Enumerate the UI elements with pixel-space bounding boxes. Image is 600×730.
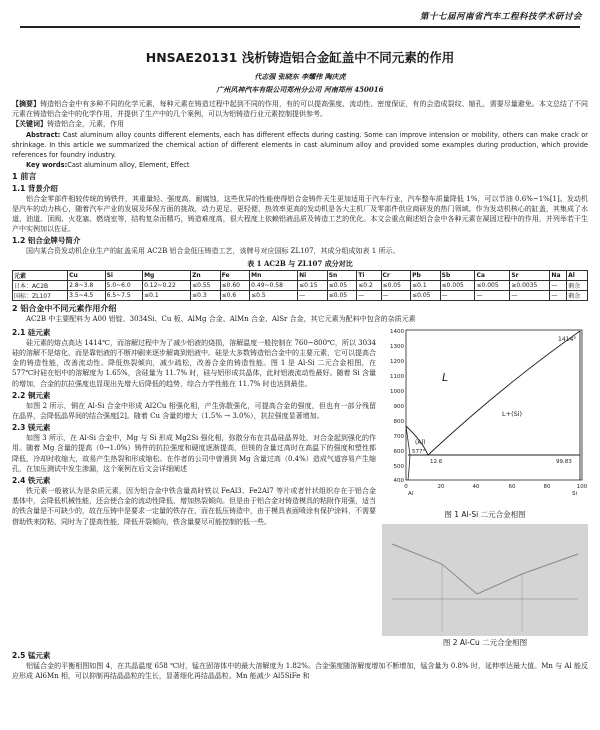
section-2-heading: 2 铝合金中不同元素作用介绍	[12, 303, 117, 313]
table-cell: Si	[105, 270, 142, 280]
fig1-ytick: 1000	[390, 388, 404, 395]
keywords-en	[12, 160, 588, 170]
fig1-si-end-label: Si	[572, 490, 578, 497]
table-cell: —	[550, 280, 567, 290]
table-cell: 剩余	[567, 290, 588, 300]
fig1-ytick: 1200	[390, 358, 404, 365]
fig1-ytick: 1300	[390, 343, 404, 350]
table-cell: —	[381, 290, 411, 300]
table-cell: 0.49~0.58	[250, 280, 298, 290]
abstract-en-text: Cast aluminum alloy counts different elements, each has different effects during casting. Some can improve intension or mobility, others can make crack or shrinkage. In this article we summarized the chemical action of different elements in cast aluminum alloy and provided some examples during production, which provide references for foundry industry.	[12, 130, 588, 159]
table-cell: —	[440, 290, 475, 300]
paper-title: HNSAE20131 浅析铸造铝合金缸盖中不同元素的作用	[145, 50, 455, 65]
fig1-two-phase-label: L+(Si)	[502, 409, 523, 418]
fig1-ytick: 700	[393, 433, 404, 440]
section-1-2-text: 国内某合资发动机企业生产的缸盖采用 AC2B 铝合金低压铸造工艺，该牌号对应国标 ZL107，其成分组成如表 1 所示。	[26, 247, 400, 256]
table-cell: 国标：ZL107	[13, 290, 68, 300]
two-column-area	[12, 326, 588, 648]
keywords-en-label: Key words:	[26, 160, 68, 169]
table-cell: ≤0.3	[191, 290, 221, 300]
table-cell: Mn	[250, 270, 298, 280]
table-cell: ≤0.05	[327, 280, 357, 290]
table-cell: Sb	[440, 270, 475, 280]
table-cell: ≤0.05	[411, 290, 441, 300]
table-cell: —	[475, 290, 510, 300]
section-2-5-text: 铝锰合金的平衡相图如图 4，在共晶温度 658 ℃时，锰在固溶体中的最大溶解度为 1.82%。合金强度随溶解度增加不断增加，锰含量为 0.8% 时，延伸率达最大值。Mn 与 Al 能反应形成 Al6Mn 相，可以抑制再结晶晶粒的生长，显著细化再结晶晶粒。Mn 能减少 Al5SiFe 和	[12, 661, 588, 681]
table-cell: ≤0.6	[220, 290, 250, 300]
table-cell: ≤0.2	[357, 280, 381, 290]
fig1-al-phase-label: (Al)	[415, 438, 426, 446]
section-2-3-text: 如图 3 所示，在 Al-Si 合金中，Mg 与 Si 形成 Mg2Si 强化相，弥散分布在共晶硅晶界处，对合金起到强化的作用。随着 Mg 含量的提高（0→1.0%）铸件的抗拉强度和硬度逐渐提高，但镁的含量过高时在高温下的强度和塑性都降低，冷却时收缩大，故易产生热裂和形成缩松。在作者的公司中曾遇到 Mg 含量过高（0.4%）造成气道容易产生缩孔，在加压测试中发生渗漏，这个案例在后文会详细阐述	[12, 434, 376, 473]
table-cell: 2.8~3.8	[68, 280, 105, 290]
table-cell: 6.5~7.5	[105, 290, 142, 300]
fig1-xtick: 40	[472, 483, 480, 490]
fig1-ytick: 1100	[390, 373, 404, 380]
abstract-en	[12, 130, 588, 160]
composition-table	[12, 270, 588, 301]
table-cell: 剩余	[567, 280, 588, 290]
al-si-phase-diagram	[382, 326, 588, 504]
keywords-cn-text: 铸造铝合金，元素，作用	[47, 120, 124, 129]
table-cell: Sr	[510, 270, 550, 280]
abstract-cn-text: 铸造铝合金中有多种不同的化学元素，每种元素在铸造过程中起到不同的作用，有的可以提高强度、流动性、密度保证，有的会造成裂纹、缩孔，需要尽量避免。本文总结了不同元素在铸造铝合金中的化学作用，并提供了生产中的几个案例，可以为铝铸造行业元素控制提供参考。	[12, 100, 589, 119]
table-cell: Pb	[411, 270, 441, 280]
table-cell: 日本：AC2B	[13, 280, 68, 290]
fig1-ytick: 500	[393, 463, 404, 470]
table-cell: —	[510, 290, 550, 300]
table-cell: Cr	[381, 270, 411, 280]
fig1-si-solid-label: 99.83	[556, 458, 572, 465]
section-1-1-text: 铝合金零部件相较传统的铸铁件，其重量轻、强度高、耐腐蚀，这些优异的性能使得铝合金铸件天生更加适用于汽车行业，汽车整车质量降低 1%，可以节油 0.6%~1%[1]。发动机是汽车的动力核心，随着汽车产业的发展及环保方面的挑战，动力更足、更轻便、热效率更高的发动机是各大主机厂及零部件供应商研发的热门领域。作为发动机核心的缸盖，其集成了水道、油道、顶阀、火花塞、燃烧室等，结构复杂而精巧，铸造难度高，很大程度上依赖铝液品质及铸造工艺的优化。本文会重点阐述铝合金中各种元素在凝固过程中的作用，并列举若干生产中实例加以佐证。	[12, 194, 588, 234]
right-column	[382, 326, 588, 648]
table-cell: Fe	[220, 270, 250, 280]
table-cell: 元素	[13, 270, 68, 280]
section-2-2-text: 如图 2 所示，铜在 Al-Si 合金中形成 Al2Cu 相强化相，产生弥散强化，可提高合金的强度，但也有一部分残留在晶界，会降低晶界间的结合强度[2]。随着 Cu 含量的增大（1.5% → 3.0%），抗拉强度显著增加。	[12, 401, 376, 421]
fig1-al-end-label: Al	[408, 490, 414, 497]
fig2-image	[382, 524, 588, 636]
table-cell: ≤0.05	[381, 280, 411, 290]
table-row	[13, 280, 588, 290]
table-cell: 3.5~4.5	[68, 290, 105, 300]
section-2-3-heading: 2.3 镁元素	[12, 423, 51, 433]
table-cell: Cu	[68, 270, 105, 280]
affiliation: 广州风神汽车有限公司郑州分公司 河南郑州 450016	[216, 85, 384, 94]
abstract-cn-label: 【摘要】	[12, 99, 41, 108]
section-2-1-text: 硅元素的熔点高达 1414℃，而溶解过程中为了减少铝液的烧损，溶解温度一般控制在 760~800℃，所以 3034 硅的溶解不是熔化，而是靠铝液的不断冲刷来逐步解离到铝液中。硅是大多数铸造铝合金中的主要元素，它可以提高合金的铸造性能，改善流动性、降低热裂倾向，减少疏松，改善合金的铸造性能。图 1 是 Al-Si 二元合金相图，在 577℃时硅在铝中的溶解度为 1.65%，含硅量为 11.7% 时，硅与铝形成共晶体，此时铝液流动性最好。随着 Si 含量的增加，合金的抗拉强度也显现出先增大后降低的趋势，综合力学性能在 11.7% 时也达到最佳。	[12, 338, 376, 388]
fig1-ytick: 800	[393, 418, 404, 425]
fig1-xtick: 0	[404, 483, 408, 490]
fig1-ytick: 600	[393, 448, 404, 455]
section-2-5	[12, 650, 588, 681]
fig1-liquid-label: L	[442, 370, 449, 384]
running-head-text: 第十七届河南省汽车工程科技学术研讨会	[419, 12, 582, 22]
fig1-xtick: 100	[576, 483, 588, 490]
header-rule	[20, 26, 580, 28]
table-cell: —	[357, 290, 381, 300]
table-cell: Mg	[143, 270, 191, 280]
fig1-si-melting-label: 1414°	[558, 335, 577, 343]
table-cell: ≤0.05	[327, 290, 357, 300]
table-cell: —	[298, 290, 328, 300]
table-cell: ≤0.60	[220, 280, 250, 290]
authors: 代志强 张晓东 李耀伟 陶庆虎	[254, 72, 346, 81]
table-cell: ≤0.1	[143, 290, 191, 300]
fig1-eutectic-temp-label: 577°	[412, 448, 426, 455]
section-1-1-heading: 1.1 背景介绍	[12, 183, 58, 193]
table-header-row	[13, 270, 588, 280]
figure-1-caption: 图 1 Al-Si 二元合金相图	[444, 509, 526, 519]
table-cell: ≤0.15	[298, 280, 328, 290]
table-cell: ≤0.005	[475, 280, 510, 290]
table-cell: ≤0.5	[250, 290, 298, 300]
table-cell: Zn	[191, 270, 221, 280]
table-cell: 0.12~0.22	[143, 280, 191, 290]
table-cell: ≤0.55	[191, 280, 221, 290]
fig2-background	[382, 524, 588, 636]
section-2-1-heading: 2.1 硅元素	[12, 327, 51, 337]
table-cell: Na	[550, 270, 567, 280]
fig1-xtick: 20	[437, 483, 445, 490]
section-2-text: AC2B 中主要配料为 A00 铝锭、3034Si、Cu 板、AlMg 合金、AlMn 合金、AlSr 合金，其它元素为配料中包含的杂质元素	[26, 314, 416, 323]
table-cell: Ti	[357, 270, 381, 280]
table-cell: Al	[567, 270, 588, 280]
left-column	[12, 326, 376, 648]
running-head	[12, 8, 588, 24]
keywords-en-text: Cast aluminum alloy, Element, Effect	[67, 160, 190, 169]
figure-2-caption: 图 2 Al-Cu 二元合金相图	[442, 637, 528, 647]
table-cell: 5.0~6.0	[105, 280, 142, 290]
keywords-cn	[12, 119, 588, 129]
section-2-4-heading: 2.4 铁元素	[12, 476, 51, 486]
section-2-5-heading: 2.5 锰元素	[12, 650, 51, 660]
abstract-en-label: Abstract:	[26, 130, 61, 139]
table-cell: ≤0.1	[411, 280, 441, 290]
table-cell: Sn	[327, 270, 357, 280]
fig1-eutectic-comp-label: 12.6	[430, 458, 443, 465]
fig1-ytick: 900	[393, 403, 404, 410]
fig1-frame	[406, 330, 582, 480]
fig1-xtick: 60	[508, 483, 516, 490]
section-2-4-text: 铁元素一般被认为是杂质元素，因为铝合金中铁含量高时铁以 FeAl3、Fe2Al7 等片或者针状组织存在于铝合金基体中，会降低机械性能，还会使合金的流动性降低，增加热裂倾向。但是由于铝合金对铸造模具的粘附作用强，适当的铁含量是不可缺少的，故在压铸中是要求一定量的铁存在，而在低压铸造中，由于模具表面喷涂有保护涂料，不需要借助铁来防粘，同时为了提高性能，降低开裂倾向，铁含量要尽可能控制的低一些。	[12, 487, 376, 526]
table-caption: 表 1 AC2B 与 ZL107 成分对比	[247, 258, 353, 268]
al-cu-phase-diagram	[382, 524, 588, 636]
fig1-ytick: 400	[393, 477, 404, 484]
table-row	[13, 290, 588, 300]
section-1-heading: 1 前言	[12, 171, 37, 181]
section-1-2-heading: 1.2 铝合金牌号简介	[12, 236, 81, 246]
abstract-cn	[12, 99, 588, 119]
table-cell: ≥0.0035	[510, 280, 550, 290]
keywords-cn-label: 【关键词】	[12, 119, 47, 129]
fig1-ytick: 1400	[390, 328, 404, 335]
section-2-2-heading: 2.2 铜元素	[12, 390, 51, 400]
table-cell: Ni	[298, 270, 328, 280]
table-cell: Ca	[475, 270, 510, 280]
fig1-xtick: 80	[543, 483, 551, 490]
table-cell: —	[550, 290, 567, 300]
table-cell: ≤0.005	[440, 280, 475, 290]
